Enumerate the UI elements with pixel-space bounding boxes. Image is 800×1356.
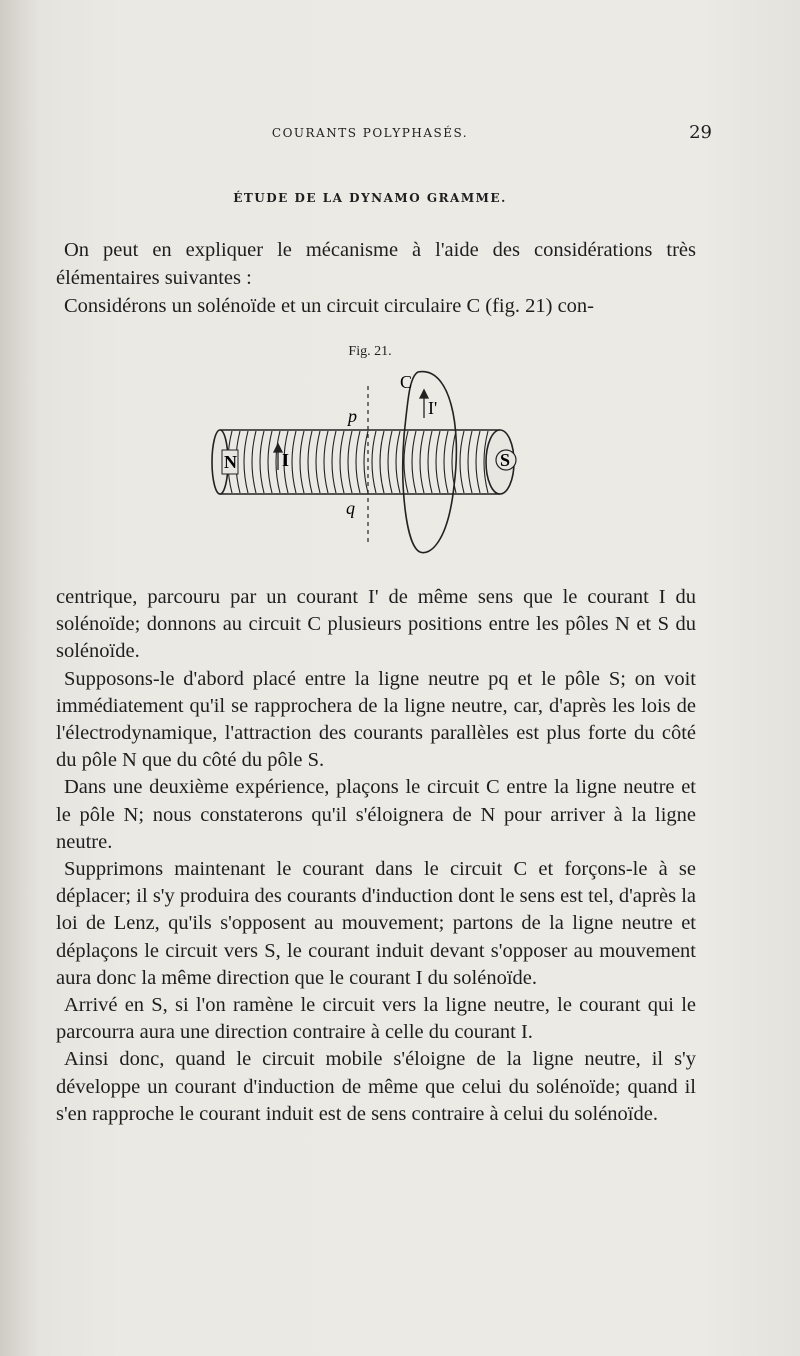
paragraph: Dans une deuxième expérience, plaçons le circuit C entre la ligne neutre et le pôle N; nous constaterons qu'il s'éloignera de N pour arriver à la ligne neutre. — [56, 776, 696, 853]
paragraph: Ainsi donc, quand le circuit mobile s'éloigne de la ligne neutre, il s'y développe un courant d'induction de même que celui du solénoïde; quand il s'en rapproche le courant induit est de sens contraire à celui du solénoïde. — [56, 1048, 696, 1125]
section-title: ÉTUDE DE LA DYNAMO GRAMME. — [233, 191, 507, 205]
label-s: S — [500, 450, 511, 470]
figure-solenoid-diagram — [210, 366, 530, 562]
running-title: COURANTS POLYPHASÉS. — [271, 126, 469, 140]
paragraph: Arrivé en S, si l'on ramène le circuit vers la ligne neutre, le courant qui le parcourra aura une direction contraire à celle du courant I. — [56, 994, 696, 1044]
label-i: I — [282, 450, 290, 470]
body-text-bottom — [56, 584, 696, 1128]
paragraph: Supprimons maintenant le courant dans le circuit C et forçons-le à se déplacer; il s'y produira des courants d'induction dont le sens est tel, d'après la loi de Lenz, qu'ils s'opposent au mouvement; partons de la ligne neutre et déplaçons le circuit vers S, le courant induit devant s'opposer au mouvement aura donc la même direction que le courant I du solénoïde. — [56, 858, 696, 989]
page-number: 29 — [689, 122, 712, 143]
label-p: p — [348, 406, 357, 426]
paragraph: centrique, parcouru par un courant I' de même sens que le courant I du solénoïde; donnons au circuit C plusieurs positions entre les pôles N et S du solénoïde. — [56, 586, 696, 663]
label-c: C — [400, 372, 413, 392]
running-head — [0, 122, 800, 146]
paragraph: Supposons-le d'abord placé entre la ligne neutre pq et le pôle S; on voit immédiatement qu'il se rapprochera de la ligne neutre, car, d'après les lois de l'électrodynamique, l'attraction des courants parallèles est plus forte du côté du pôle N que du côté du pôle S. — [56, 667, 696, 772]
figure-caption: Fig. 21. — [348, 344, 392, 359]
paragraph: Considérons un solénoïde et un circuit circulaire C (fig. 21) con- — [64, 295, 595, 317]
label-n: N — [224, 452, 237, 472]
solenoid — [212, 430, 516, 494]
label-q: q — [346, 498, 355, 518]
label-i-prime: I' — [428, 398, 438, 418]
body-text-top — [56, 236, 696, 320]
solenoid-windings — [228, 431, 488, 493]
paragraph: On peut en expliquer le mécanisme à l'aide des considérations très élémentaires suivantes : — [56, 239, 696, 289]
